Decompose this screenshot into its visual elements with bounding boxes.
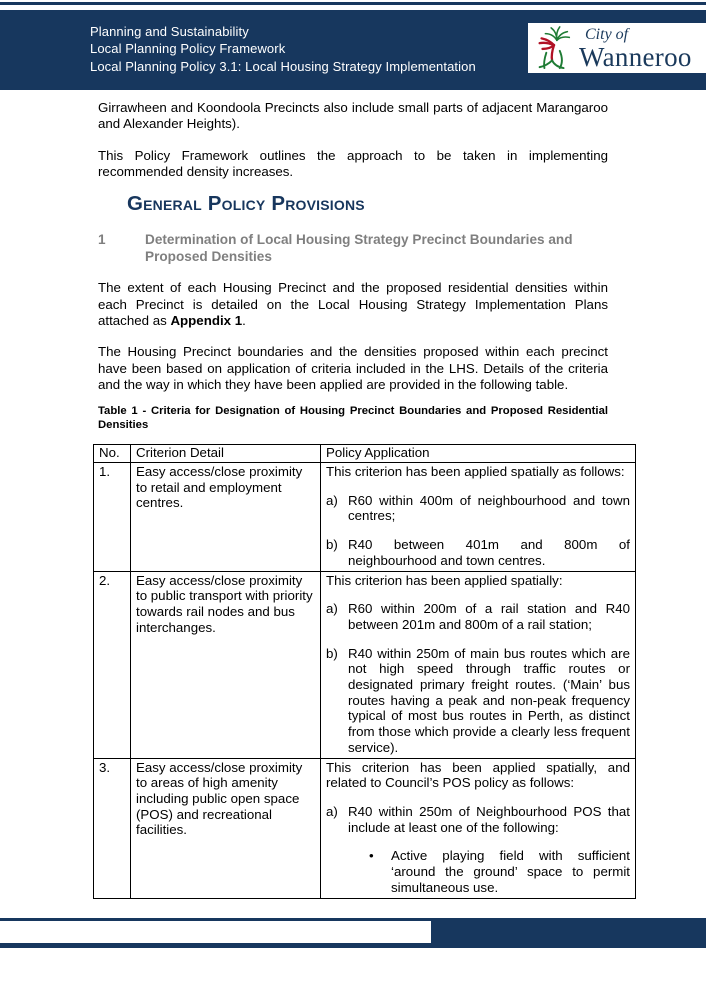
logo-wanneroo-text: Wanneroo bbox=[579, 41, 692, 72]
paragraph-precinct-extent bbox=[98, 280, 608, 329]
column-header-criterion-detail: Criterion Detail bbox=[131, 445, 321, 463]
row-3-criterion: Easy access/close proximity to areas of high amenity including public open space (POS) and recreational facilities. bbox=[131, 758, 321, 898]
list-item-text: R40 within 250m of main bus routes which are not high speed through traffic routes or designated primary freight routes. (‘Main’ bus routes having a peak and non-peak frequency typical of most bus routes in Perth, as distinct from those which provide a clearly less frequent service). bbox=[348, 645, 630, 755]
list-item-text: R40 within 250m of Neighbourhood POS that include at least one of the following: bbox=[348, 804, 630, 835]
row-1-policy bbox=[321, 463, 636, 572]
row-2-policy bbox=[321, 571, 636, 758]
list-marker: b) bbox=[326, 645, 338, 661]
subsection-heading-1 bbox=[98, 232, 608, 265]
column-header-policy-application: Policy Application bbox=[321, 445, 636, 463]
row-3-policy-bullet-item bbox=[369, 848, 630, 895]
row-2-criterion: Easy access/close proximity to public transport with priority towards rail nodes and bus interchanges. bbox=[131, 571, 321, 758]
row-3-policy bbox=[321, 758, 636, 898]
row-1-policy-intro: This criterion has been applied spatially as follows: bbox=[326, 464, 625, 480]
table-row-3 bbox=[94, 758, 636, 898]
header-line-policy-title: Local Planning Policy 3.1: Local Housing Strategy Implementation bbox=[90, 58, 476, 74]
subsection-number: 1 bbox=[98, 232, 106, 248]
list-marker: a) bbox=[326, 492, 338, 508]
paragraph-extent-prefix: The extent of each Housing Precinct and the proposed residential densities within each Precinct is detailed on the Local Housing Strategy Implementation Plans attached as bbox=[98, 280, 608, 328]
appendix-1-reference: Appendix 1 bbox=[170, 312, 243, 328]
list-item-text: Active playing field with sufficient ‘around the ground’ space to permit simultaneous use. bbox=[391, 848, 630, 895]
header-line-framework: Local Planning Policy Framework bbox=[90, 41, 286, 57]
row-3-policy-item-a bbox=[326, 804, 630, 835]
intro-paragraph-1: Girrawheen and Koondoola Precincts also include small parts of adjacent Marangaroo and Alexander Heights). bbox=[98, 100, 608, 132]
general-policy-provisions-heading: General Policy Provisions bbox=[127, 192, 365, 216]
row-3-number: 3. bbox=[94, 758, 131, 898]
row-2-number: 2. bbox=[94, 571, 131, 758]
list-marker: b) bbox=[326, 537, 338, 553]
document-header-band bbox=[0, 10, 706, 90]
paragraph-extent-suffix: . bbox=[242, 312, 246, 328]
logo-city-of-text: City of bbox=[585, 25, 629, 43]
header-line-department: Planning and Sustainability bbox=[90, 24, 249, 39]
criteria-table bbox=[93, 444, 636, 898]
row-1-criterion: Easy access/close proximity to retail and employment centres. bbox=[131, 463, 321, 572]
header-text-block bbox=[90, 23, 476, 75]
row-1-number: 1. bbox=[94, 463, 131, 572]
row-1-policy-item-b bbox=[326, 537, 630, 568]
row-2-policy-item-a bbox=[326, 601, 630, 632]
list-marker: a) bbox=[326, 804, 338, 819]
footer-white-strip bbox=[0, 921, 431, 943]
column-header-no: No. bbox=[94, 445, 131, 463]
table-row-1 bbox=[94, 463, 636, 572]
table-caption: Table 1 - Criteria for Designation of Housing Precinct Boundaries and Proposed Residential Densities bbox=[98, 405, 608, 431]
row-2-policy-intro: This criterion has been applied spatially: bbox=[326, 572, 563, 588]
row-1-policy-item-a bbox=[326, 493, 630, 524]
bullet-marker: • bbox=[369, 848, 374, 864]
list-item-text: R40 between 401m and 800m of neighbourhood and town centres. bbox=[348, 537, 630, 568]
subsection-title: Determination of Local Housing Strategy Precinct Boundaries and Proposed Densities bbox=[145, 232, 573, 264]
footer-band bbox=[0, 918, 706, 948]
row-3-policy-intro: This criterion has been applied spatially, and related to Council’s POS policy as follows: bbox=[326, 759, 630, 791]
list-item-text: R60 within 200m of a rail station and R40 between 201m and 800m of a rail station; bbox=[348, 601, 630, 632]
table-header-row bbox=[94, 445, 636, 463]
paragraph-precinct-boundaries: The Housing Precinct boundaries and the densities proposed within each precinct have been based on application of criteria included in the LHS. Details of the criteria and the way in which they have been applied are provided in the following table. bbox=[98, 344, 608, 392]
list-marker: a) bbox=[326, 601, 338, 617]
row-2-policy-item-b bbox=[326, 646, 630, 756]
kangaroo-paw-icon bbox=[531, 24, 577, 70]
logo-text-block bbox=[579, 27, 692, 70]
intro-paragraph-2: This Policy Framework outlines the approach to be taken in implementing recommended density increases. bbox=[98, 147, 608, 179]
table-row-2 bbox=[94, 571, 636, 758]
footer-navy-block bbox=[431, 921, 706, 943]
city-of-wanneroo-logo bbox=[528, 23, 706, 73]
document-body bbox=[98, 90, 630, 899]
list-item-text: R60 within 400m of neighbourhood and town centres; bbox=[348, 492, 630, 524]
top-divider-line bbox=[0, 2, 706, 5]
